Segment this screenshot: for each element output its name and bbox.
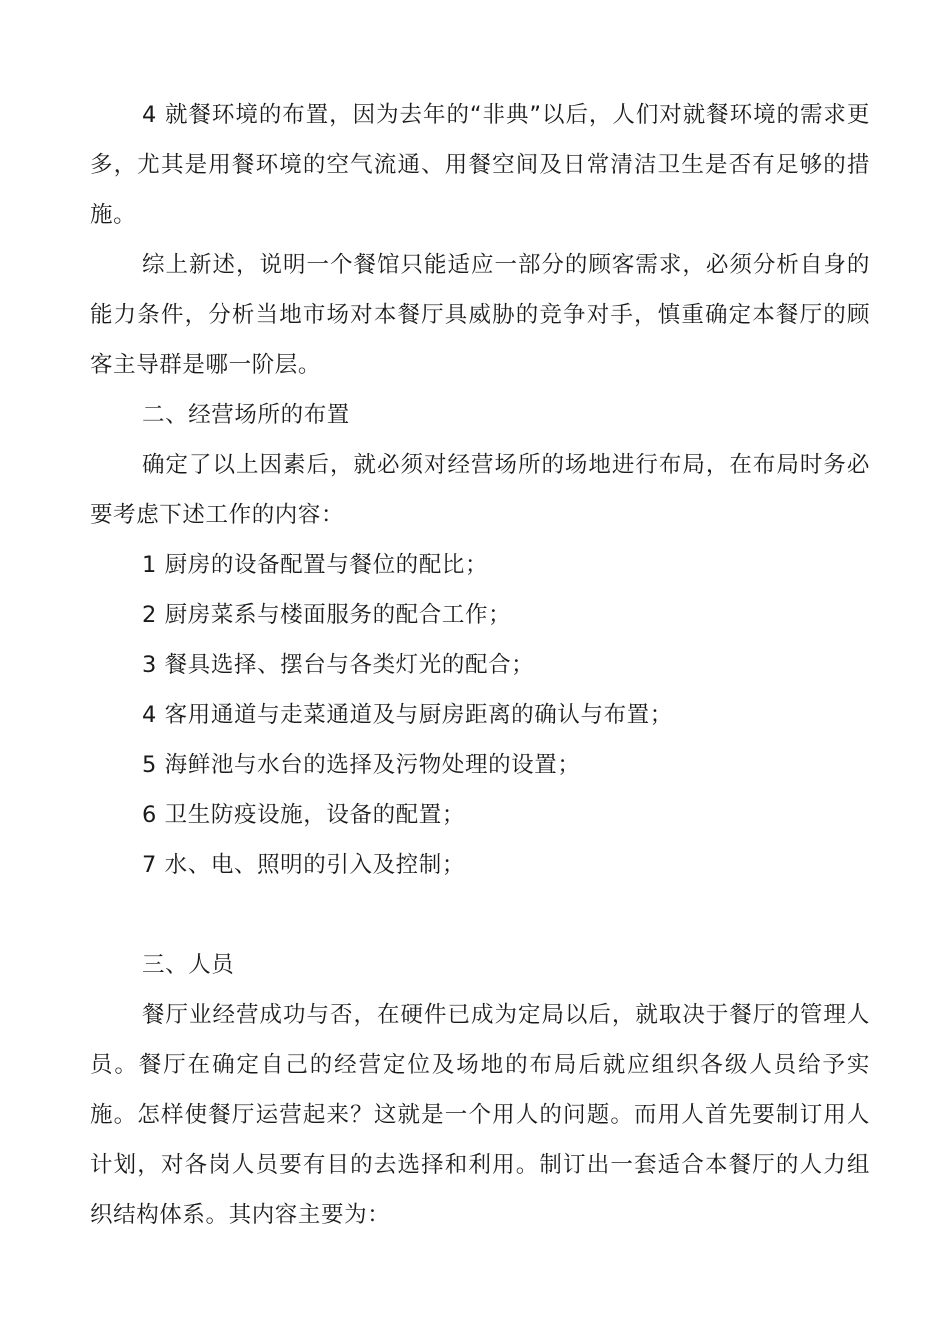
list-item-utilities: 7 水、电、照明的引入及控制； [142,852,465,878]
section-heading-venue-layout: 二、经营场所的布置 [142,402,350,428]
list-item-seafood-pool: 5 海鲜池与水台的选择及污物处理的设置； [142,752,581,778]
paragraph-dining-environment: 4 就餐环境的布置，因为去年的“非典”以后，人们对就餐环境的需求更多，尤其是用餐环境的空气流通、用餐空间及日常清洁卫生是否有足够的措施。 [90,102,870,228]
list-item-sanitation: 6 卫生防疫设施，设备的配置； [142,802,465,828]
list-item-passages: 4 客用通道与走菜通道及与厨房距离的确认与布置； [142,702,673,728]
blank-line [90,890,870,940]
section-heading-personnel: 三、人员 [142,952,235,978]
list-item-cuisine-service: 2 厨房菜系与楼面服务的配合工作； [142,602,512,628]
list-item-tableware-lighting: 3 餐具选择、摆台与各类灯光的配合； [142,652,535,678]
paragraph-summary: 综上新述，说明一个餐馆只能适应一部分的顾客需求，必须分析自身的能力条件，分析当地市场对本餐厅具威胁的竞争对手，慎重确定本餐厅的顾客主导群是哪一阶层。 [90,252,870,378]
paragraph-personnel: 餐厅业经营成功与否，在硬件已成为定局以后，就取决于餐厅的管理人员。餐厅在确定自己的经营定位及场地的布局后就应组织各级人员给予实施。怎样使餐厅运营起来？这就是一个用人的问题。而用人首先要制订用人计划，对各岗人员要有目的去选择和利用。制订出一套适合本餐厅的人力组织结构体系。其内容主要为： [90,1002,870,1228]
list-item-kitchen-equipment: 1 厨房的设备配置与餐位的配比； [142,552,489,578]
document-page [90,90,870,1240]
paragraph-layout-intro: 确定了以上因素后，就必须对经营场所的场地进行布局，在布局时务必要考虑下述工作的内容： [90,452,870,528]
